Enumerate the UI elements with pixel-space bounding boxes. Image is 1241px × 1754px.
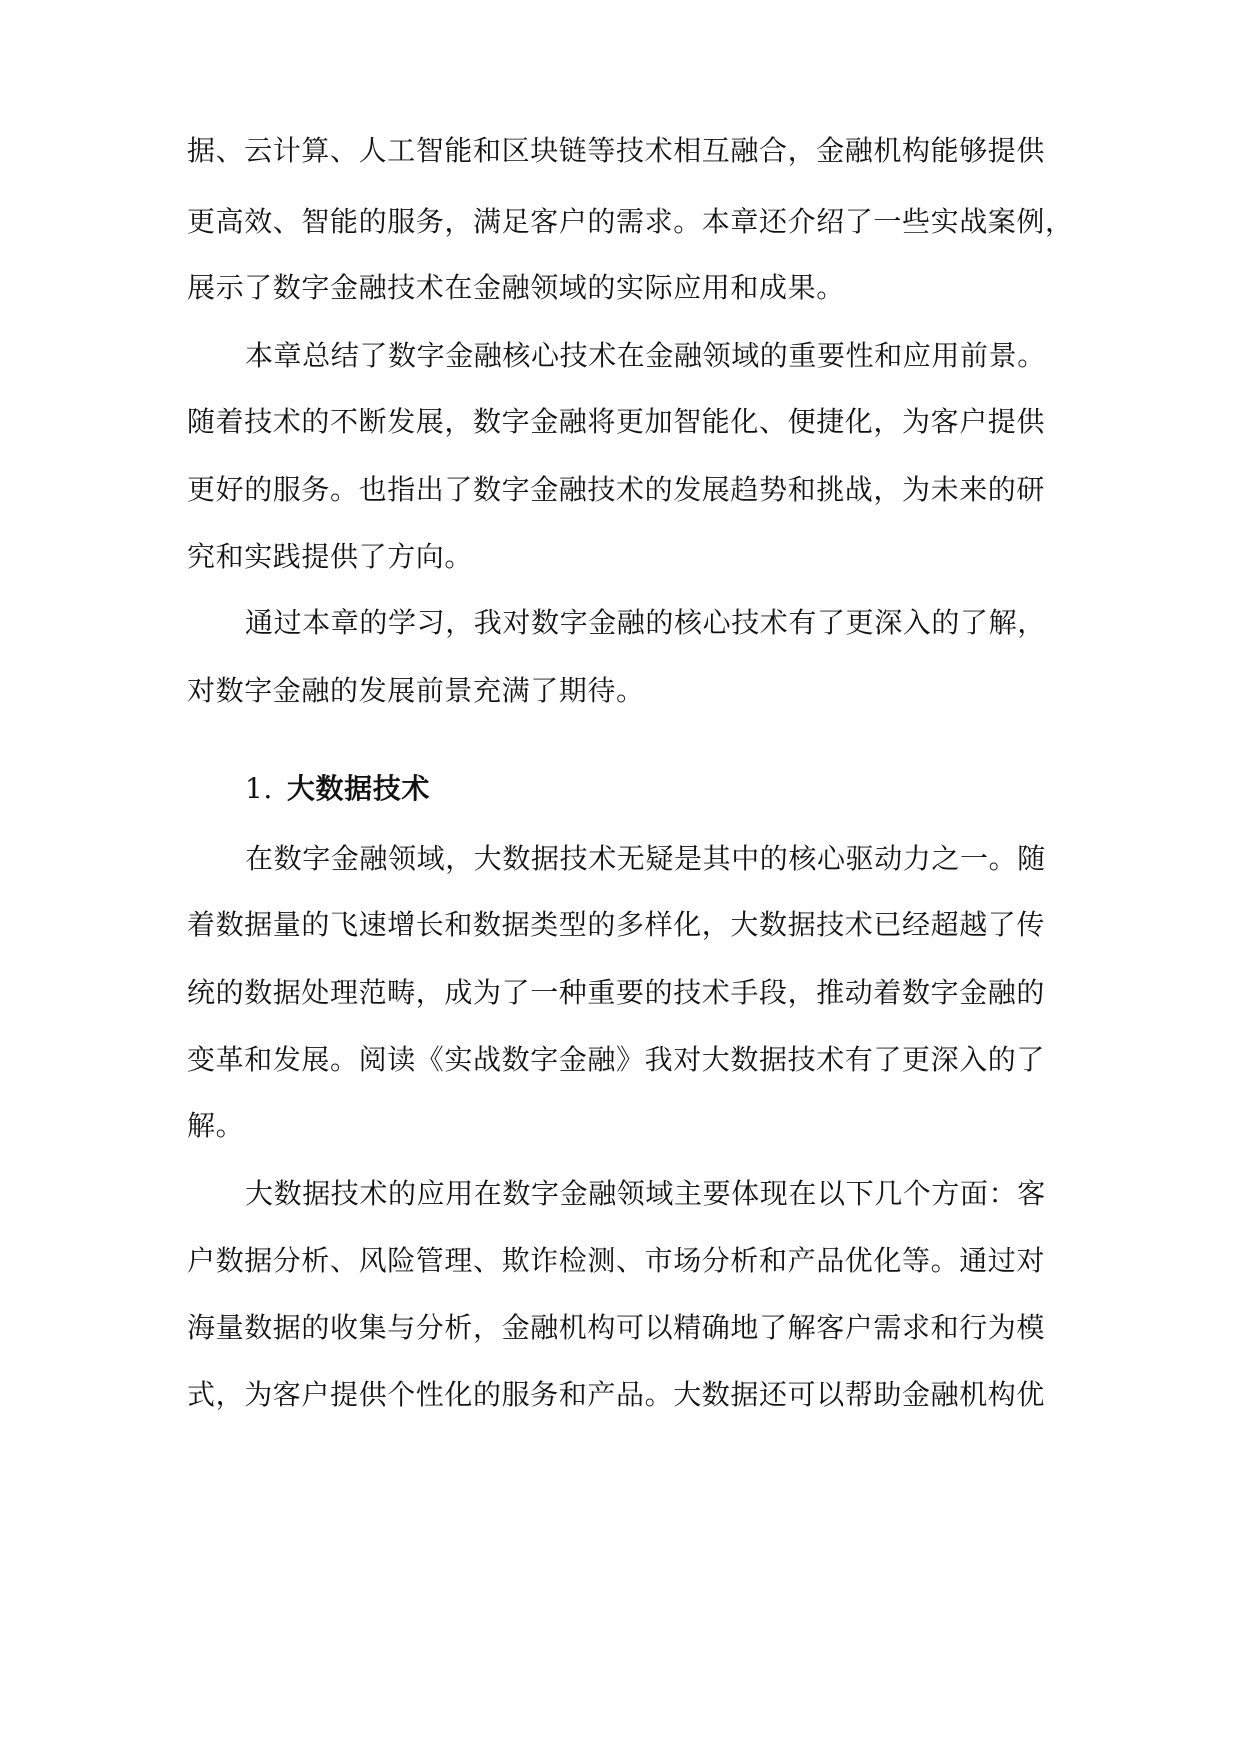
section-number: 1. — [245, 772, 273, 805]
section-paragraph-2-line-3: 海量数据的收集与分析，金融机构可以精确地了解客户需求和行为模 — [187, 1311, 1046, 1344]
section-title: 大数据技术 — [286, 772, 430, 805]
paragraph-2-line-1: 本章总结了数字金融核心技术在金融领域的重要性和应用前景。 — [245, 339, 1046, 372]
section-paragraph-2-line-1: 大数据技术的应用在数字金融领域主要体现在以下几个方面：客 — [245, 1177, 1046, 1210]
paragraph-2-line-3: 更好的服务。也指出了数字金融技术的发展趋势和挑战，为未来的研 — [187, 473, 1046, 506]
section-heading — [245, 769, 430, 809]
section-paragraph-1-line-4: 变革和发展。阅读《实战数字金融》我对大数据技术有了更深入的了 — [187, 1043, 1046, 1076]
paragraph-3-line-1: 通过本章的学习，我对数字金融的核心技术有了更深入的了解， — [245, 606, 1046, 639]
paragraph-1-line-3: 展示了数字金融技术在金融领域的实际应用和成果。 — [187, 271, 845, 304]
paragraph-3-line-2: 对数字金融的发展前景充满了期待。 — [187, 674, 645, 707]
section-paragraph-1-line-1: 在数字金融领域，大数据技术无疑是其中的核心驱动力之一。随 — [245, 842, 1046, 875]
paragraph-2-line-4: 究和实践提供了方向。 — [187, 540, 474, 573]
paragraph-2-line-2: 随着技术的不断发展，数字金融将更加智能化、便捷化，为客户提供 — [187, 405, 1046, 438]
paragraph-1-line-2: 更高效、智能的服务，满足客户的需求。本章还介绍了一些实战案例， — [187, 205, 1074, 238]
section-paragraph-1-line-3: 统的数据处理范畴，成为了一种重要的技术手段，推动着数字金融的 — [187, 976, 1046, 1009]
section-paragraph-1-line-5: 解。 — [187, 1109, 245, 1142]
section-paragraph-1-line-2: 着数据量的飞速增长和数据类型的多样化，大数据技术已经超越了传 — [187, 908, 1046, 941]
section-paragraph-2-line-2: 户数据分析、风险管理、欺诈检测、市场分析和产品优化等。通过对 — [187, 1244, 1046, 1277]
paragraph-1-line-1: 据、云计算、人工智能和区块链等技术相互融合，金融机构能够提供 — [187, 134, 1046, 167]
section-paragraph-2-line-4: 式，为客户提供个性化的服务和产品。大数据还可以帮助金融机构优 — [187, 1378, 1046, 1411]
